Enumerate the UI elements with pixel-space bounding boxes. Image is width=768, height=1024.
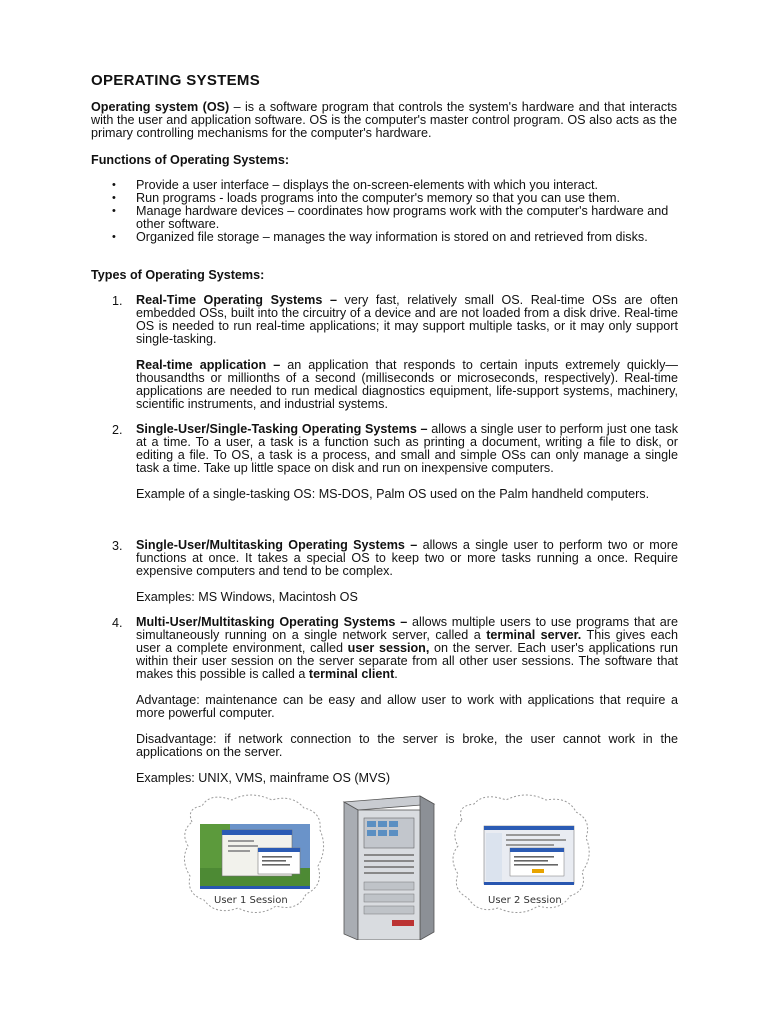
types-heading: Types of Operating Systems: (91, 268, 265, 282)
functions-heading: Functions of Operating Systems: (91, 153, 290, 167)
term-terminal-server: terminal server. (486, 628, 582, 642)
terminal-server-figure (180, 790, 590, 940)
list-item: • Organized file storage – manages the way information is stored on and retrieved from disks. (112, 231, 678, 244)
user2-caption: User 2 Session (488, 895, 562, 906)
item-text: This gives each user a complete environment, called (136, 628, 678, 655)
item-text: very fast, relatively small OS. Real-time OSs are often embedded OSs, built into the circuitry of a device and are not loaded from a disk drive. Real-time OS is needed to run real-time applications; it may support multiple tasks, or it may only support single-tasking. (136, 293, 678, 346)
item-number: 1. (112, 294, 123, 308)
functions-list (112, 179, 678, 244)
type-item-single-user-multitasking (112, 539, 678, 604)
item-text: allows multiple users to use programs that are simultaneously running on a single network server, called a (136, 615, 678, 642)
intro-term: Operating system (OS) (91, 100, 230, 114)
item-description (136, 539, 678, 578)
item-text: on the server. Each user's applications run within their user session on the server separate from all other user sessions. The software that makes this possible is called a (136, 641, 678, 681)
item-sub-term: Real-time application – (136, 358, 281, 372)
item-description (136, 616, 678, 681)
type-item-real-time (112, 294, 678, 411)
list-item: • Run programs - loads programs into the computer's memory so that you can use them. (112, 192, 678, 205)
item-example: Examples: MS Windows, Macintosh OS (136, 590, 358, 604)
item-subparagraph (136, 359, 678, 411)
item-number: 4. (112, 616, 123, 630)
item-text: . (394, 667, 398, 681)
item-term: Real-Time Operating Systems – (136, 293, 337, 307)
server-tower-icon (344, 796, 434, 940)
item-disadvantage: Disadvantage: if network connection to the server is broke, the user cannot work in the applications on the server. (136, 732, 678, 759)
term-terminal-client: terminal client (308, 667, 395, 681)
type-item-multi-user (112, 616, 678, 785)
item-text: allows a single user to perform two or more functions at once. It takes a special OS to keep two or more tasks running a once. Require expensive computers and tend to be complex. (136, 538, 678, 578)
user1-desktop-thumbnail (200, 824, 310, 889)
page-title: OPERATING SYSTEMS (91, 72, 261, 89)
list-item: • Provide a user interface – displays the on-screen-elements with which you interact. (112, 179, 678, 192)
intro-text: – is a software program that controls the system's hardware and that interacts with the user and application software. OS is the computer's master control program. OS also acts as the primary controlling mechanisms for the computer's hardware. (91, 100, 677, 140)
item-description (136, 294, 678, 346)
item-term: Single-User/Multitasking Operating Systems – (136, 538, 418, 552)
list-item: • Manage hardware devices – coordinates how programs work with the computer's hardware and other software. (112, 205, 678, 231)
item-description (136, 423, 678, 475)
item-sub-text: an application that responds to certain inputs extremely quickly—thousandths or millionths of a second (milliseconds or microseconds, respectively). Real-time applications are needed to run medical diagnostics equipment, life-support systems, machinery, scientific instruments, and industrial systems. (136, 358, 678, 411)
item-term: Single-User/Single-Tasking Operating Systems – (136, 422, 428, 436)
term-user-session: user session, (347, 641, 430, 655)
item-advantage: Advantage: maintenance can be easy and allow user to work with applications that require a more powerful computer. (136, 693, 678, 720)
user2-desktop-thumbnail (484, 826, 574, 885)
item-example: Examples: UNIX, VMS, mainframe OS (MVS) (136, 771, 391, 785)
item-number: 3. (112, 539, 123, 553)
user1-caption: User 1 Session (214, 895, 288, 906)
item-number: 2. (112, 423, 123, 437)
item-term: Multi-User/Multitasking Operating Systems – (136, 615, 408, 629)
item-text: allows a single user to perform just one task at a time. To a user, a task is a function such as printing a document, writing a file to disk, or editing a file. To OS, a task is a process, and small and simple OSs can only manage a single task a time. Take up little space on disk and run on inexpensive computers. (136, 422, 679, 475)
intro-paragraph (91, 101, 677, 140)
type-item-single-tasking (112, 423, 678, 501)
item-example: Example of a single-tasking OS: MS-DOS, Palm OS used on the Palm handheld computers. (136, 487, 650, 501)
